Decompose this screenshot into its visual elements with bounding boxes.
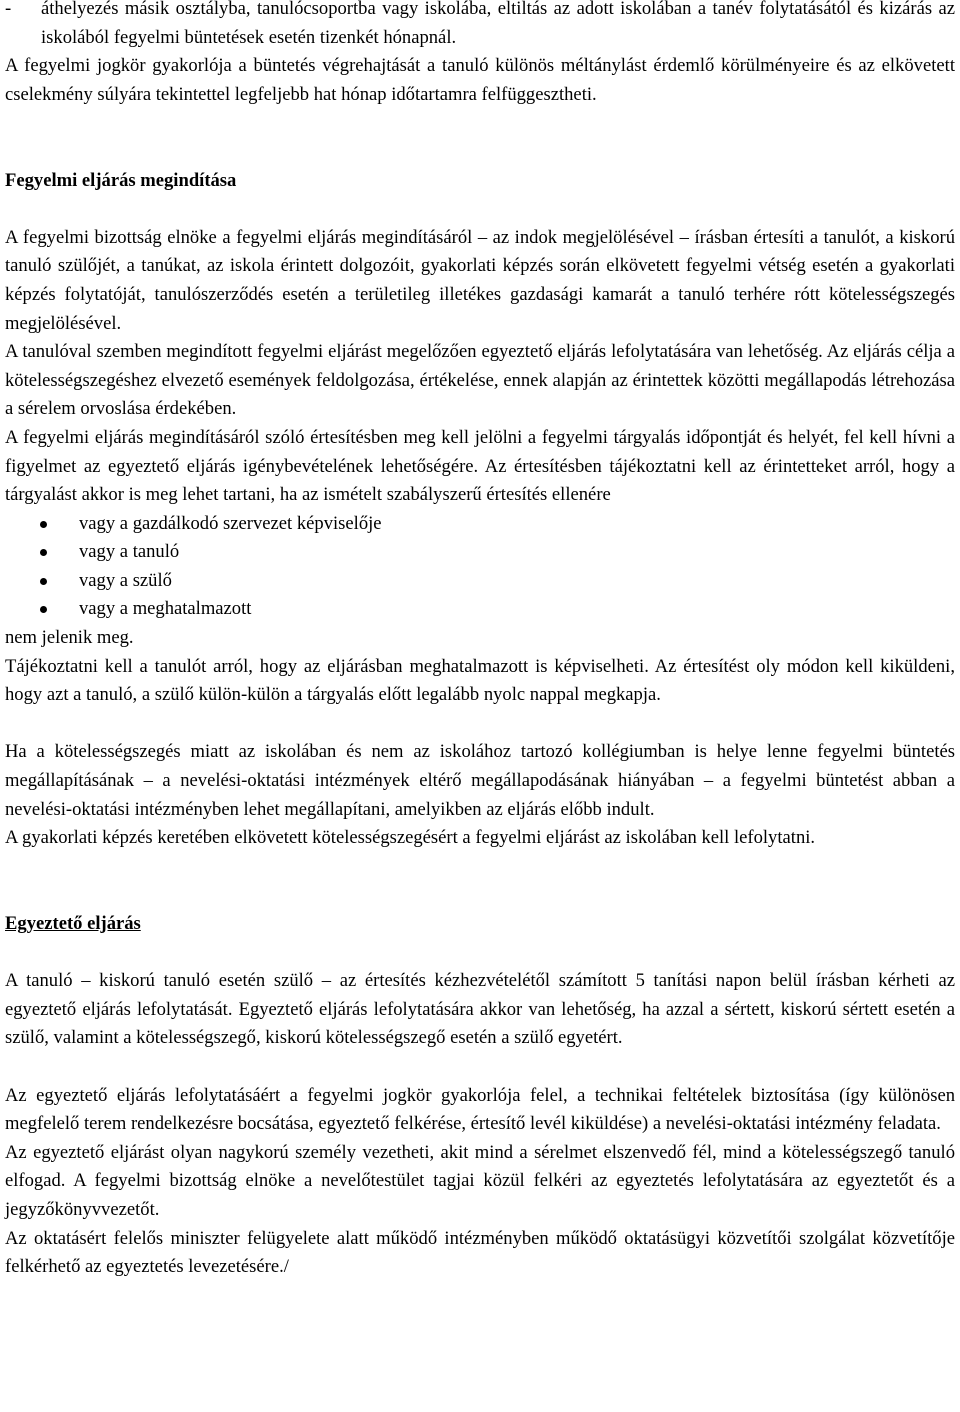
mediation-paragraph-1: A tanuló – kiskorú tanuló esetén szülő – az értesítés kézhezvételétől számított 5 tanítási napon belül írásban kérheti az egyeztető eljárás lefolytatását. Egyeztető eljárás lefolytatására akkor van lehetőség, ha azzal a sértett, kiskorú sértett esetén a szülő, valamint a kötelességszegő, kiskorú kötelességszegő esetén a szülő egyetért. <box>5 970 955 1049</box>
section-heading-initiation: Fegyelmi eljárás megindítása <box>5 169 237 191</box>
document-page <box>5 0 955 1282</box>
dash-item-text: áthelyezés másik osztályba, tanulócsoportba vagy iskolába, eltiltás az adott iskolában a tanév folytatásától és kizárás az iskolából fegyelmi büntetések esetén tizenkét hónapnál. <box>41 0 955 48</box>
bullet-item: vagy a gazdálkodó szervezet képviselője <box>5 510 955 539</box>
initiation-paragraph-5: Tájékoztatni kell a tanulót arról, hogy az eljárásban meghatalmazott is képviselheti. Az értesítést oly módon kell kiküldeni, hogy azt a tanuló, a szülő külön-külön a tárgyalás előtt legalább nyolc nappal megkapja. <box>5 655 955 706</box>
bullet-icon <box>5 595 79 624</box>
mediation-paragraph-3: Az egyeztető eljárást olyan nagykorú személy vezetheti, akit mind a sérelmet elszenvedő fél, mind a kötelességszegő tanuló elfogad. A fegyelmi bizottság elnöke a nevelőtestület tagjai közül felkéri az egyeztetés lefolytatására az egyeztetőt és a jegyzőkönyvvezetőt. <box>5 1141 955 1220</box>
bullet-icon <box>5 538 79 567</box>
bullet-icon <box>5 510 79 539</box>
suspension-paragraph: A fegyelmi jogkör gyakorlója a büntetés végrehajtását a tanuló különös méltánylást érdemlő körülményeire és az elkövetett cselekmény súlyára tekintettel legfeljebb hat hónap időtartamra felfüggesztheti. <box>5 55 955 105</box>
dash-marker: - <box>5 0 12 19</box>
initiation-paragraph-1: A fegyelmi bizottság elnöke a fegyelmi eljárás megindításáról – az indok megjelölésével – írásban értesíti a tanulót, a kiskorú tanuló szülőjét, a tanúkat, az iskola érintett dolgozóit, gyakorlati képzés során elkövetett fegyelmi vétség esetén a gyakorlati képzés folytatóját, tanulószerződés esetén a területileg illetékes gazdasági kamarát a tanuló terhére rótt kötelességszegés megjelölésével. <box>5 226 955 334</box>
initiation-paragraph-4: nem jelenik meg. <box>5 627 134 649</box>
section-heading-mediation: Egyeztető eljárás <box>5 913 141 934</box>
bullet-icon <box>5 567 79 596</box>
initiation-paragraph-6: Ha a kötelességszegés miatt az iskolában és nem az iskolához tartozó kollégiumban is helye lenne fegyelmi büntetés megállapításának – a nevelési-oktatási intézmények eltérő megállapodásának hiányában – a fegyelmi büntetést abban a nevelési-oktatási intézményben lehet megállapítani, amelyikben az eljárás előbb indult. <box>5 741 955 820</box>
dash-list-item <box>5 0 955 52</box>
initiation-paragraph-3: A fegyelmi eljárás megindításáról szóló értesítésben meg kell jelölni a fegyelmi tárgyalás időpontját és helyét, fel kell hívni a figyelmet az egyeztető eljárás igénybevételének lehetőségére. Az értesítésben tájékoztatni kell az érintetteket arról, hogy a tárgyalást akkor is meg lehet tartani, ha az ismételt szabályszerű értesítés ellenére <box>5 426 955 506</box>
initiation-paragraph-7: A gyakorlati képzés keretében elkövetett kötelességszegésért a fegyelmi eljárást az iskolában kell lefolytatni. <box>5 827 816 849</box>
bullet-item: vagy a tanuló <box>5 538 955 567</box>
initiation-paragraph-2: A tanulóval szemben megindított fegyelmi eljárást megelőzően egyeztető eljárás lefolytatására van lehetőség. Az eljárás célja a kötelességszegéshez elvezető események feldolgozása, értékelése, ennek alapján az érintettek közötti megállapodás létrehozása a sérelem orvoslása érdekében. <box>5 341 955 420</box>
absence-bullet-list <box>5 510 955 624</box>
bullet-item: vagy a szülő <box>5 567 955 596</box>
mediation-paragraph-4: Az oktatásért felelős miniszter felügyelete alatt működő intézményben működő oktatásügyi közvetítői szolgálat közvetítője felkérhető az egyeztetés levezetésére./ <box>5 1227 955 1278</box>
mediation-paragraph-2: Az egyeztető eljárás lefolytatásáért a fegyelmi jogkör gyakorlója felel, a technikai feltételek biztosítása (így különösen megfelelő terem rendelkezésre bocsátása, egyeztető felkérése, értesítő levél kiküldése) a nevelési-oktatási intézmény feladata. <box>5 1084 955 1135</box>
bullet-item: vagy a meghatalmazott <box>5 595 955 624</box>
